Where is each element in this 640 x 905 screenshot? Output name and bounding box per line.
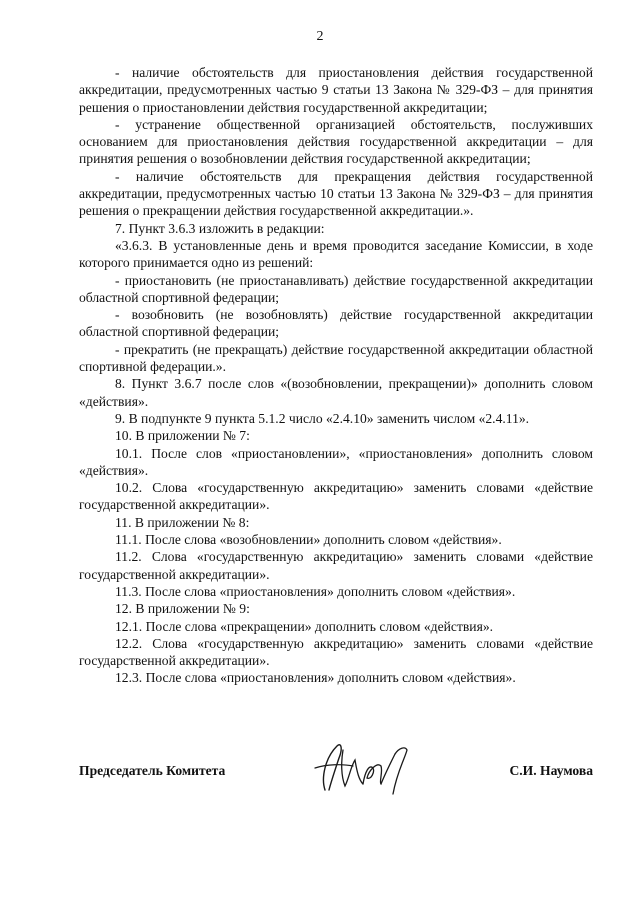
paragraph-item-10-1: 10.1. После слов «приостановлении», «приостановления» дополнить словом «действия». [79,445,593,478]
paragraph-item-10-2: 10.2. Слова «государственную аккредитацию» заменить словами «действие государственной аккредитации». [79,480,593,513]
paragraph-item-11-1: 11.1. После слова «возобновлении» дополнить словом «действия». [115,532,502,548]
paragraph-decision-suspend: - приостановить (не приостанавливать) действие государственной аккредитации областной спортивной федерации; [79,272,593,305]
paragraph-suspension-circumstances: - наличие обстоятельств для приостановления действия государственной аккредитации, предусмотренных частью 9 статьи 13 Закона № 329-ФЗ – для принятия решения о приостановлении действия государственной аккредитации; [79,65,593,115]
signatory-name: С.И. Наумова [509,763,593,778]
paragraph-decision-resume: - возобновить (не возобновлять) действие государственной аккредитации областной спортивной федерации; [79,307,593,340]
paragraph-elimination-circumstances: - устранение общественной организацией обстоятельств, послуживших основанием для приостановления действия государственной аккредитации – для принятия решения о возобновлении действия государственной аккредитации; [79,116,593,167]
paragraph-item-9: 9. В подпункте 9 пункта 5.1.2 число «2.4.10» заменить числом «2.4.11». [115,410,530,426]
paragraph-item-11-3: 11.3. После слова «приостановления» дополнить словом «действия». [115,583,516,599]
document-body [79,64,593,687]
paragraph-item-12-1: 12.1. После слова «прекращении» дополнить словом «действия». [115,618,494,634]
signature-block [79,738,593,798]
paragraph-item-12-3: 12.3. После слова «приостановления» дополнить словом «действия». [115,670,516,686]
paragraph-item-12-2: 12.2. Слова «государственную аккредитацию» заменить словами «действие государственной аккредитации». [79,635,593,669]
paragraph-item-11-2: 11.2. Слова «государственную аккредитацию» заменить словами «действие государственной аккредитации». [79,549,593,582]
paragraph-item-8: 8. Пункт 3.6.7 после слов «(возобновлении, прекращении)» дополнить словом «действия». [79,376,593,409]
paragraph-item-11: 11. В приложении № 8: [115,514,250,530]
paragraph-3-6-3: «3.6.3. В установленные день и время проводится заседание Комиссии, в ходе которого принимается одно из решений: [79,237,593,271]
signatory-title: Председатель Комитета [79,763,226,778]
paragraph-item-10: 10. В приложении № 7: [115,428,250,444]
paragraph-item-12: 12. В приложении № 9: [115,601,250,617]
page-number: 2 [316,29,324,44]
paragraph-item-7: 7. Пункт 3.6.3 изложить в редакции: [115,220,325,236]
handwritten-signature [307,738,417,798]
paragraph-termination-circumstances: - наличие обстоятельств для прекращения действия государственной аккредитации, предусмотренных частью 10 статьи 13 Закона № 329-ФЗ – для принятия решения о прекращении действия государственной аккредитации.». [79,168,593,219]
paragraph-decision-terminate: - прекратить (не прекращать) действие государственной аккредитации областной спортивной федерации.». [79,341,593,375]
